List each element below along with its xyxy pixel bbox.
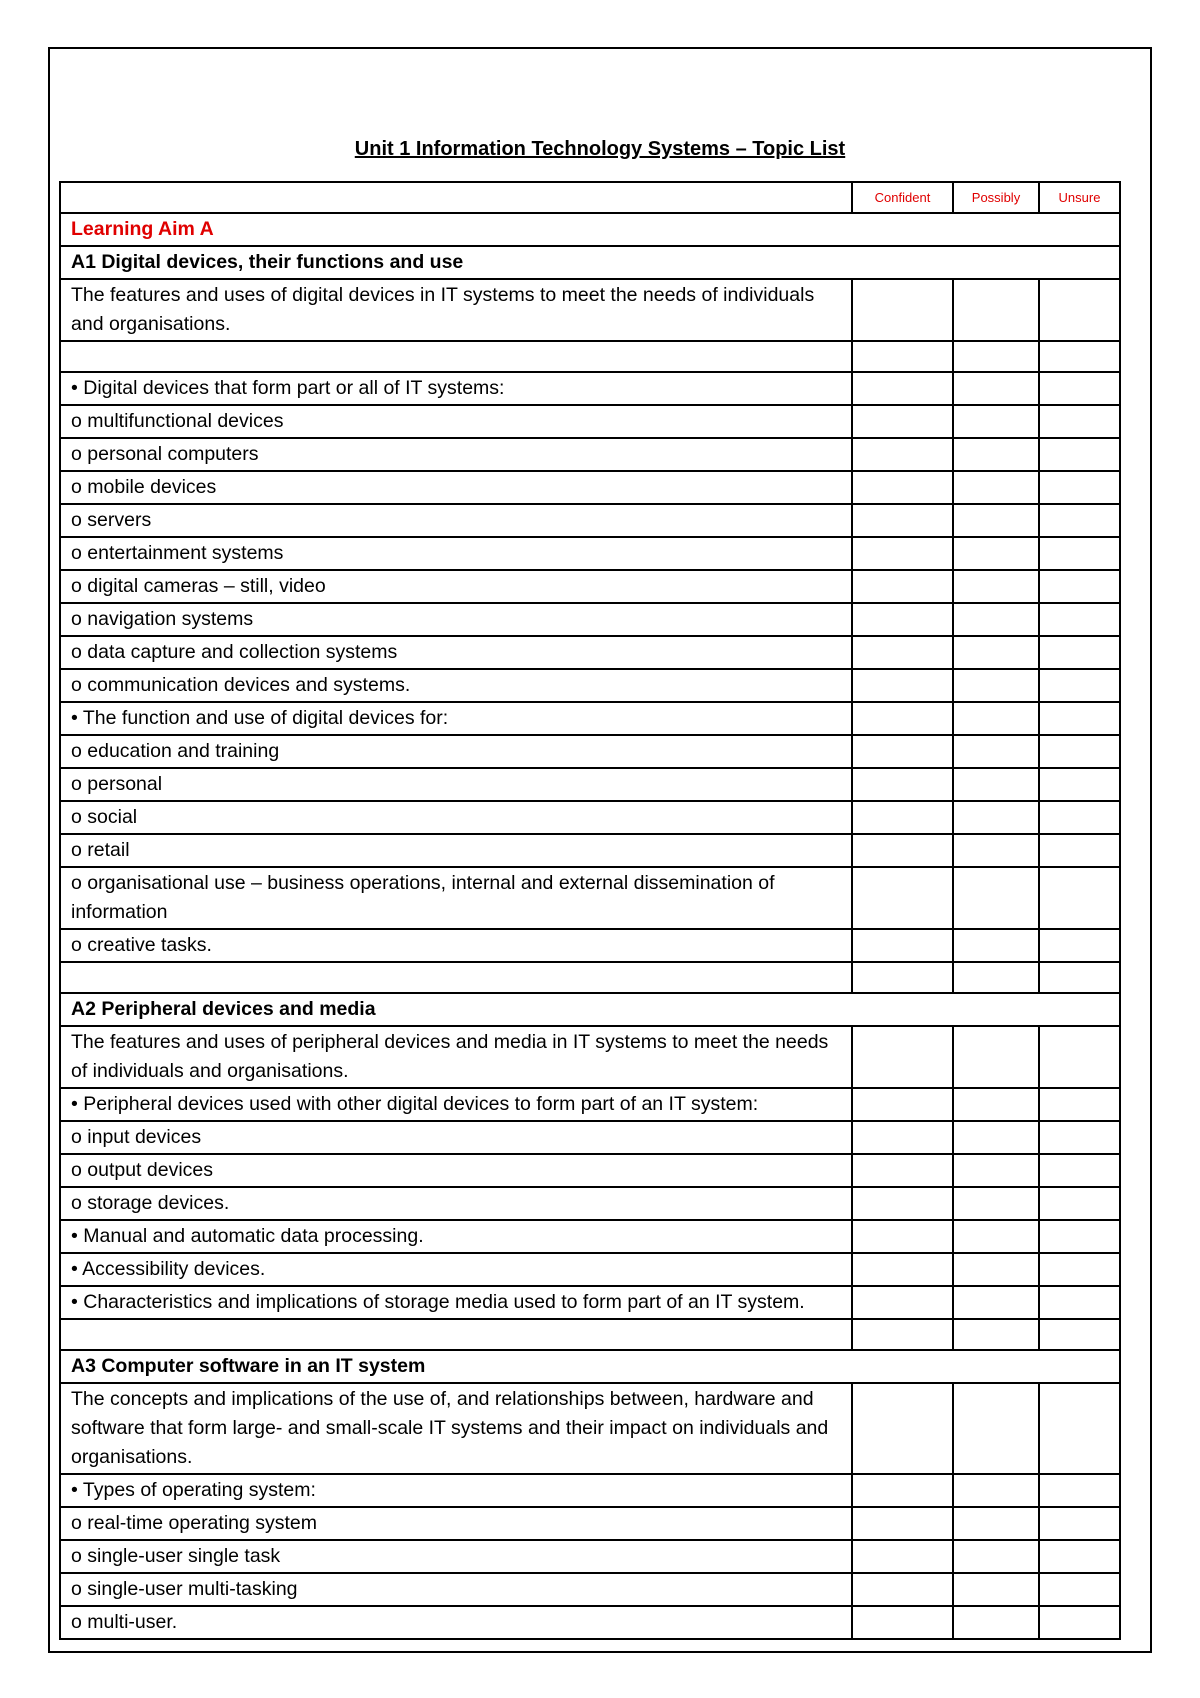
possibly-checkbox-cell[interactable]: [953, 834, 1039, 867]
topic-text: • Manual and automatic data processing.: [60, 1220, 852, 1253]
confident-checkbox-cell[interactable]: [852, 1507, 953, 1540]
possibly-checkbox-cell[interactable]: [953, 372, 1039, 405]
possibly-checkbox-cell[interactable]: [953, 471, 1039, 504]
possibly-checkbox-cell[interactable]: [953, 735, 1039, 768]
topic-row: [60, 471, 1120, 504]
possibly-checkbox-cell[interactable]: [953, 1540, 1039, 1573]
section-heading-row: [60, 246, 1120, 279]
confident-checkbox-cell[interactable]: [852, 1383, 953, 1474]
section-heading-row: [60, 1350, 1120, 1383]
topic-row: [60, 867, 1120, 929]
topic-row: [60, 801, 1120, 834]
unsure-checkbox-cell[interactable]: [1039, 504, 1120, 537]
possibly-checkbox-cell[interactable]: [953, 438, 1039, 471]
topic-text: o personal computers: [60, 438, 852, 471]
topic-row: [60, 636, 1120, 669]
possibly-checkbox-cell[interactable]: [953, 867, 1039, 929]
topic-text: o digital cameras – still, video: [60, 570, 852, 603]
confident-checkbox-cell[interactable]: [852, 405, 953, 438]
unsure-checkbox-cell[interactable]: [1039, 603, 1120, 636]
topic-text: • Peripheral devices used with other digital devices to form part of an IT system:: [60, 1088, 852, 1121]
unsure-checkbox-cell[interactable]: [1039, 1121, 1120, 1154]
possibly-checkbox-cell[interactable]: [953, 1026, 1039, 1088]
unsure-checkbox-cell[interactable]: [1039, 279, 1120, 341]
topic-text: o personal: [60, 768, 852, 801]
unsure-checkbox-cell[interactable]: [1039, 438, 1120, 471]
confident-checkbox-cell[interactable]: [852, 603, 953, 636]
topic-row: [60, 1253, 1120, 1286]
topic-row: [60, 1606, 1120, 1639]
header-confident: Confident: [852, 182, 953, 213]
confident-checkbox-cell[interactable]: [852, 1026, 953, 1088]
topic-text: • Digital devices that form part or all of IT systems:: [60, 372, 852, 405]
possibly-checkbox-cell[interactable]: [953, 636, 1039, 669]
confident-checkbox-cell[interactable]: [852, 768, 953, 801]
unsure-checkbox-cell[interactable]: [1039, 768, 1120, 801]
confident-checkbox-cell[interactable]: [852, 1154, 953, 1187]
unsure-checkbox-cell[interactable]: [1039, 1026, 1120, 1088]
confident-checkbox-cell[interactable]: [852, 735, 953, 768]
section-heading: A2 Peripheral devices and media: [60, 993, 1120, 1026]
possibly-checkbox-cell[interactable]: [953, 405, 1039, 438]
topic-row: [60, 702, 1120, 735]
topic-row: [60, 1220, 1120, 1253]
possibly-checkbox-cell[interactable]: [953, 1187, 1039, 1220]
section-heading: A3 Computer software in an IT system: [60, 1350, 1120, 1383]
topic-text: • Types of operating system:: [60, 1474, 852, 1507]
possibly-checkbox-cell[interactable]: [953, 1507, 1039, 1540]
unsure-checkbox-cell[interactable]: [1039, 1253, 1120, 1286]
unsure-checkbox-cell[interactable]: [1039, 867, 1120, 929]
possibly-checkbox-cell[interactable]: [953, 702, 1039, 735]
unsure-checkbox-cell[interactable]: [1039, 570, 1120, 603]
topic-text: • The function and use of digital devices for:: [60, 702, 852, 735]
topic-row: [60, 1026, 1120, 1088]
unsure-checkbox-cell[interactable]: [1039, 962, 1120, 993]
topic-text: [60, 341, 852, 372]
confident-checkbox-cell[interactable]: [852, 962, 953, 993]
topic-text: The features and uses of digital devices in IT systems to meet the needs of individuals and organisations.: [60, 279, 852, 341]
possibly-checkbox-cell[interactable]: [953, 341, 1039, 372]
topic-text: o communication devices and systems.: [60, 669, 852, 702]
confident-checkbox-cell[interactable]: [852, 929, 953, 962]
topic-row: [60, 1573, 1120, 1606]
confident-checkbox-cell[interactable]: [852, 1319, 953, 1350]
possibly-checkbox-cell[interactable]: [953, 1286, 1039, 1319]
blank-row: [60, 962, 1120, 993]
topic-text: [60, 1319, 852, 1350]
confident-checkbox-cell[interactable]: [852, 570, 953, 603]
topic-row: [60, 372, 1120, 405]
confident-checkbox-cell[interactable]: [852, 1474, 953, 1507]
unsure-checkbox-cell[interactable]: [1039, 1220, 1120, 1253]
possibly-checkbox-cell[interactable]: [953, 801, 1039, 834]
topic-text: o real-time operating system: [60, 1507, 852, 1540]
possibly-checkbox-cell[interactable]: [953, 1088, 1039, 1121]
topic-row: [60, 1286, 1120, 1319]
topic-row: [60, 1121, 1120, 1154]
blank-row: [60, 341, 1120, 372]
learning-aim-row: [60, 213, 1120, 246]
topic-text: o retail: [60, 834, 852, 867]
possibly-checkbox-cell[interactable]: [953, 570, 1039, 603]
confident-checkbox-cell[interactable]: [852, 1540, 953, 1573]
header-topic-cell: [60, 182, 852, 213]
unsure-checkbox-cell[interactable]: [1039, 1383, 1120, 1474]
unsure-checkbox-cell[interactable]: [1039, 1187, 1120, 1220]
confident-checkbox-cell[interactable]: [852, 636, 953, 669]
possibly-checkbox-cell[interactable]: [953, 768, 1039, 801]
confident-checkbox-cell[interactable]: [852, 471, 953, 504]
unsure-checkbox-cell[interactable]: [1039, 1573, 1120, 1606]
topic-text: o storage devices.: [60, 1187, 852, 1220]
unsure-checkbox-cell[interactable]: [1039, 834, 1120, 867]
confident-checkbox-cell[interactable]: [852, 867, 953, 929]
topic-text: o navigation systems: [60, 603, 852, 636]
topic-row: [60, 1540, 1120, 1573]
topic-row: [60, 279, 1120, 341]
confident-checkbox-cell[interactable]: [852, 341, 953, 372]
unsure-checkbox-cell[interactable]: [1039, 1507, 1120, 1540]
confident-checkbox-cell[interactable]: [852, 801, 953, 834]
confident-checkbox-cell[interactable]: [852, 1573, 953, 1606]
unsure-checkbox-cell[interactable]: [1039, 929, 1120, 962]
unsure-checkbox-cell[interactable]: [1039, 471, 1120, 504]
possibly-checkbox-cell[interactable]: [953, 929, 1039, 962]
confident-checkbox-cell[interactable]: [852, 1220, 953, 1253]
topic-row: [60, 438, 1120, 471]
header-unsure: Unsure: [1039, 182, 1120, 213]
possibly-checkbox-cell[interactable]: [953, 279, 1039, 341]
topic-text: o input devices: [60, 1121, 852, 1154]
confident-checkbox-cell[interactable]: [852, 1088, 953, 1121]
confident-checkbox-cell[interactable]: [852, 1121, 953, 1154]
topic-text: o multi-user.: [60, 1606, 852, 1639]
unsure-checkbox-cell[interactable]: [1039, 1319, 1120, 1350]
topic-text: [60, 962, 852, 993]
possibly-checkbox-cell[interactable]: [953, 1606, 1039, 1639]
unsure-checkbox-cell[interactable]: [1039, 405, 1120, 438]
topic-text: o servers: [60, 504, 852, 537]
topic-row: [60, 929, 1120, 962]
confident-checkbox-cell[interactable]: [852, 669, 953, 702]
section-heading: A1 Digital devices, their functions and use: [60, 246, 1120, 279]
possibly-checkbox-cell[interactable]: [953, 962, 1039, 993]
unsure-checkbox-cell[interactable]: [1039, 669, 1120, 702]
possibly-checkbox-cell[interactable]: [953, 669, 1039, 702]
section-heading-row: [60, 993, 1120, 1026]
page-title: Unit 1 Information Technology Systems – Topic List: [354, 138, 846, 160]
topic-row: [60, 1474, 1120, 1507]
unsure-checkbox-cell[interactable]: [1039, 702, 1120, 735]
possibly-checkbox-cell[interactable]: [953, 1474, 1039, 1507]
possibly-checkbox-cell[interactable]: [953, 603, 1039, 636]
header-row: [60, 182, 1120, 213]
topic-row: [60, 768, 1120, 801]
topic-text: • Accessibility devices.: [60, 1253, 852, 1286]
possibly-checkbox-cell[interactable]: [953, 1573, 1039, 1606]
unsure-checkbox-cell[interactable]: [1039, 372, 1120, 405]
possibly-checkbox-cell[interactable]: [953, 1154, 1039, 1187]
topic-row: [60, 570, 1120, 603]
unsure-checkbox-cell[interactable]: [1039, 341, 1120, 372]
possibly-checkbox-cell[interactable]: [953, 1121, 1039, 1154]
possibly-checkbox-cell[interactable]: [953, 1220, 1039, 1253]
topic-row: [60, 1088, 1120, 1121]
unsure-checkbox-cell[interactable]: [1039, 1474, 1120, 1507]
topic-row: [60, 1154, 1120, 1187]
topic-row: [60, 1187, 1120, 1220]
unsure-checkbox-cell[interactable]: [1039, 636, 1120, 669]
possibly-checkbox-cell[interactable]: [953, 504, 1039, 537]
unsure-checkbox-cell[interactable]: [1039, 1606, 1120, 1639]
topic-text: o single-user single task: [60, 1540, 852, 1573]
confident-checkbox-cell[interactable]: [852, 1286, 953, 1319]
confident-checkbox-cell[interactable]: [852, 438, 953, 471]
topic-text: o multifunctional devices: [60, 405, 852, 438]
topic-row: [60, 603, 1120, 636]
confident-checkbox-cell[interactable]: [852, 702, 953, 735]
topic-text: o single-user multi-tasking: [60, 1573, 852, 1606]
topic-row: [60, 1507, 1120, 1540]
unsure-checkbox-cell[interactable]: [1039, 1088, 1120, 1121]
topic-row: [60, 537, 1120, 570]
header-possibly: Possibly: [953, 182, 1039, 213]
topic-text: The features and uses of peripheral devices and media in IT systems to meet the needs of individuals and organisations.: [60, 1026, 852, 1088]
confident-checkbox-cell[interactable]: [852, 1253, 953, 1286]
topic-text: • Characteristics and implications of storage media used to form part of an IT system.: [60, 1286, 852, 1319]
unsure-checkbox-cell[interactable]: [1039, 537, 1120, 570]
topic-text: o organisational use – business operations, internal and external dissemination of information: [60, 867, 852, 929]
confident-checkbox-cell[interactable]: [852, 372, 953, 405]
topic-text: o output devices: [60, 1154, 852, 1187]
confident-checkbox-cell[interactable]: [852, 834, 953, 867]
unsure-checkbox-cell[interactable]: [1039, 735, 1120, 768]
topic-text: o creative tasks.: [60, 929, 852, 962]
topic-row: [60, 669, 1120, 702]
topic-text: o mobile devices: [60, 471, 852, 504]
topic-row: [60, 405, 1120, 438]
topic-text: o entertainment systems: [60, 537, 852, 570]
confident-checkbox-cell[interactable]: [852, 1606, 953, 1639]
topic-row: [60, 834, 1120, 867]
unsure-checkbox-cell[interactable]: [1039, 801, 1120, 834]
confident-checkbox-cell[interactable]: [852, 537, 953, 570]
confident-checkbox-cell[interactable]: [852, 279, 953, 341]
topic-row: [60, 1383, 1120, 1474]
learning-aim-heading: Learning Aim A: [60, 213, 1120, 246]
unsure-checkbox-cell[interactable]: [1039, 1286, 1120, 1319]
possibly-checkbox-cell[interactable]: [953, 537, 1039, 570]
unsure-checkbox-cell[interactable]: [1039, 1154, 1120, 1187]
unsure-checkbox-cell[interactable]: [1039, 1540, 1120, 1573]
topic-row: [60, 504, 1120, 537]
blank-row: [60, 1319, 1120, 1350]
topic-text: The concepts and implications of the use of, and relationships between, hardware and software that form large- and small-scale IT systems and their impact on individuals and organisations.: [60, 1383, 852, 1474]
topic-table: [59, 181, 1121, 1640]
topic-row: [60, 735, 1120, 768]
confident-checkbox-cell[interactable]: [852, 504, 953, 537]
topic-text: o social: [60, 801, 852, 834]
topic-text: o data capture and collection systems: [60, 636, 852, 669]
possibly-checkbox-cell[interactable]: [953, 1319, 1039, 1350]
possibly-checkbox-cell[interactable]: [953, 1383, 1039, 1474]
topic-text: o education and training: [60, 735, 852, 768]
confident-checkbox-cell[interactable]: [852, 1187, 953, 1220]
possibly-checkbox-cell[interactable]: [953, 1253, 1039, 1286]
